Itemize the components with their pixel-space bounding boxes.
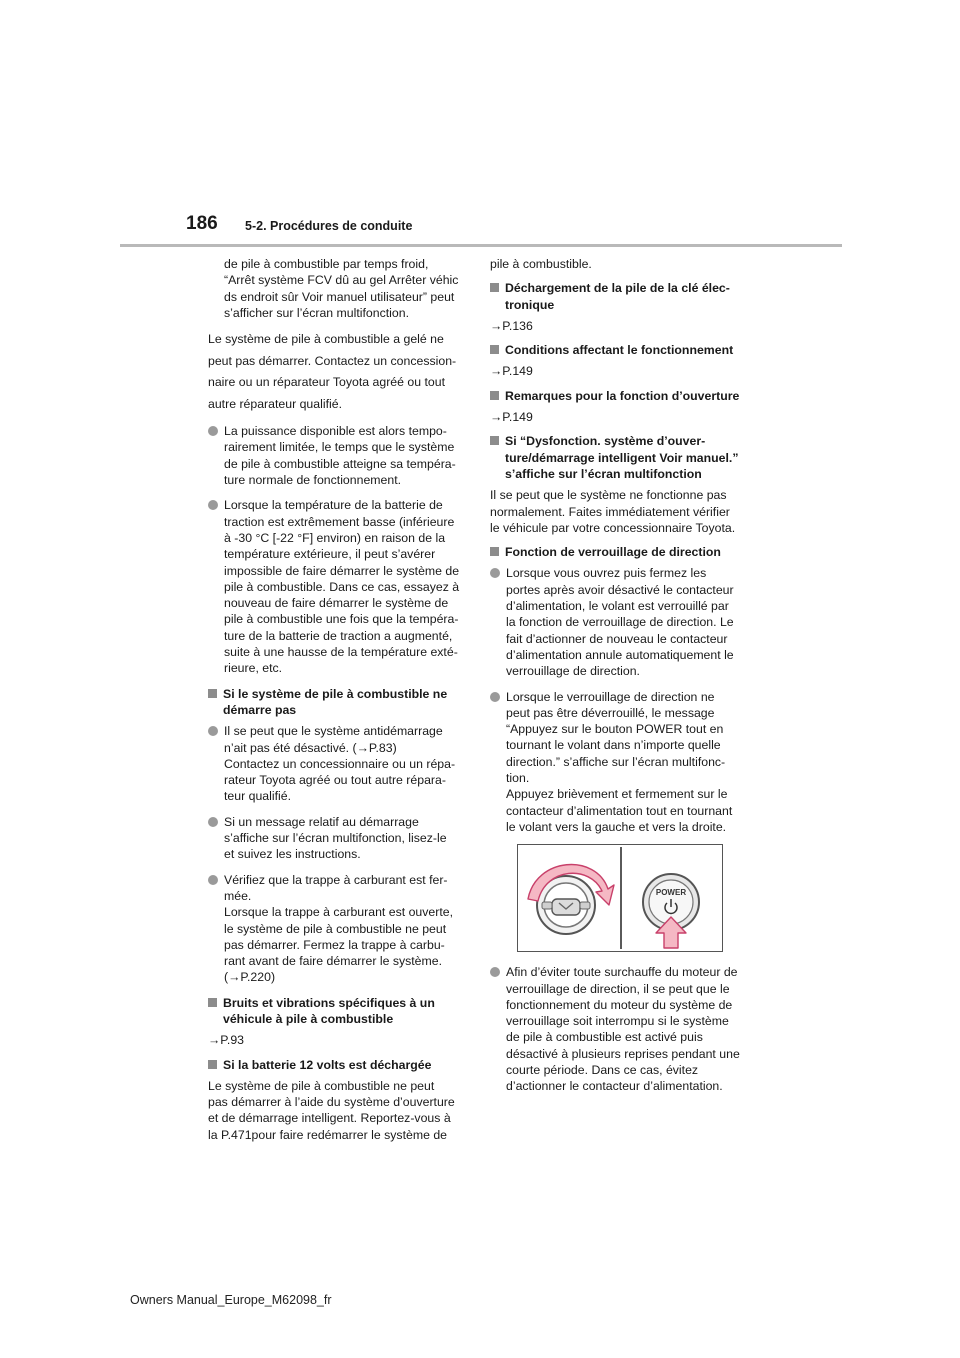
- text-line: ds endroit sûr Voir manuel utilisateur” peut: [224, 289, 455, 304]
- text-line: Appuyez brièvement et fermement sur le: [506, 787, 728, 802]
- text-line: Lorsque la trappe à carburant est ouverte,: [224, 905, 453, 920]
- text-line: Afin d’éviter toute surchauffe du moteur de: [506, 965, 738, 980]
- text-line: température extérieure, il peut s’avérer: [224, 547, 436, 562]
- text-line: Lorsque vous ouvrez puis fermez les: [506, 566, 707, 581]
- page-reference-link[interactable]: (→P.220): [224, 970, 276, 985]
- intro-text: [208, 256, 470, 321]
- heading-line: ture/démarrage intelligent Voir manuel.”: [505, 450, 739, 465]
- text-line: autre réparateur qualifié.: [208, 396, 342, 411]
- text-line: suite à une hausse de la température exté-: [224, 645, 458, 660]
- bullet-icon: [490, 692, 500, 702]
- bullet-icon: [490, 568, 500, 578]
- text-line: le véhicule par votre concessionnaire Toyota.: [490, 520, 736, 535]
- page-reference-link[interactable]: →P.93: [208, 1033, 245, 1048]
- text-line: rateur Toyota agréé ou tout autre répara-: [224, 773, 446, 788]
- section-heading: [490, 280, 752, 313]
- text-line: contacteur d’alimentation tout en tournant: [506, 803, 733, 818]
- bullet-item: [208, 814, 470, 863]
- heading-line: Si le système de pile à combustible ne: [223, 686, 448, 701]
- text-line: Si un message relatif au démarrage: [224, 814, 419, 829]
- text-line: d’alimentation annule automatiquement le: [506, 647, 734, 662]
- text-line: Le système de pile à combustible a gelé ne: [208, 332, 444, 347]
- text-line: portes après avoir désactivé le contacteur: [506, 582, 734, 597]
- text-line: le système de pile à combustible ne peut: [224, 921, 447, 936]
- text-line: peut pas démarrer. Contactez un concession-: [208, 353, 457, 368]
- heading-line: Si “Dysfonction. système d’ouver-: [505, 434, 706, 449]
- bullet-item: [208, 423, 470, 488]
- text-line: la P.471pour faire redémarrer le système de: [208, 1127, 448, 1142]
- text-line: normalement. Faites immédiatement vérifier: [490, 504, 730, 519]
- section-title: 5-2. Procédures de conduite: [245, 219, 413, 233]
- text-line: de pile à combustible est activé puis: [506, 1030, 703, 1045]
- text-line: de pile à combustible par temps froid,: [224, 257, 429, 271]
- text-line: la fonction de verrouillage de direction. Le: [506, 615, 734, 630]
- text-line: s’afficher sur l’écran multifonction.: [224, 305, 409, 320]
- square-bullet-icon: [490, 436, 499, 445]
- text-line: verrouillage de direction, il se peut que le: [506, 981, 730, 996]
- heading-line: s’affiche sur l’écran multifonction: [505, 466, 702, 481]
- text-line: naire ou un réparateur Toyota agréé ou tout: [208, 375, 445, 390]
- heading-line: démarre pas: [223, 702, 297, 717]
- text-line: Lorsque le verrouillage de direction ne: [506, 689, 715, 704]
- text-line: rant avant de faire démarrer le système.: [224, 954, 443, 969]
- text-line: d’alimentation, le volant est verrouillé par: [506, 599, 729, 614]
- square-bullet-icon: [490, 283, 499, 292]
- text-line: mée.: [224, 888, 252, 903]
- power-label: POWER: [655, 888, 687, 898]
- bullet-item: [490, 689, 752, 836]
- text-line: Lorsque la température de la batterie de: [224, 498, 443, 513]
- bullet-icon: [208, 726, 218, 736]
- section-heading: [490, 388, 752, 404]
- section-heading: [208, 1057, 470, 1073]
- text-line: à -30 °C [-22 °F] environ) en raison de la: [224, 530, 446, 545]
- heading-line: Conditions affectant le fonctionnement: [505, 343, 734, 358]
- intro-paragraph: [208, 329, 470, 415]
- text-line: “Arrêt système FCV dû au gel Arrêter véhic: [224, 273, 459, 288]
- footer-document-id: Owners Manual_Europe_M62098_fr: [130, 1293, 332, 1307]
- bullet-item: [208, 723, 470, 804]
- square-bullet-icon: [208, 689, 217, 698]
- left-column: [208, 256, 470, 1151]
- text-line: ture normale de fonctionnement.: [224, 473, 402, 488]
- bullet-icon: [208, 817, 218, 827]
- section-heading: [208, 686, 470, 719]
- square-bullet-icon: [490, 391, 499, 400]
- bullet-item: [208, 872, 470, 986]
- illustration-svg: [518, 845, 722, 951]
- paragraph: [490, 487, 752, 536]
- text-line: La puissance disponible est alors tempo-: [224, 424, 447, 439]
- text-line: impossible de faire démarrer le système de: [224, 563, 460, 578]
- bullet-icon: [208, 500, 218, 510]
- text-line: tion.: [506, 771, 530, 786]
- text-line: et suivez les instructions.: [224, 847, 361, 862]
- text-line: Vérifiez que la trappe à carburant est fer-: [224, 872, 448, 887]
- page-reference-link[interactable]: →P.149: [490, 410, 533, 425]
- text-line: rairement limitée, le temps que le système: [224, 440, 455, 455]
- page-reference-link[interactable]: →P.149: [490, 364, 533, 379]
- text-line: peut pas être déverrouillé, le message: [506, 705, 715, 720]
- square-bullet-icon: [490, 547, 499, 556]
- text-line: tournant le volant dans n’importe quelle: [506, 738, 721, 753]
- text-line: Le système de pile à combustible ne peut: [208, 1078, 435, 1093]
- steering-lock-illustration: [517, 844, 723, 952]
- bullet-icon: [490, 967, 500, 977]
- text-line: désactivé à plusieurs reprises pendant une: [506, 1046, 740, 1061]
- text-line: teur qualifié.: [224, 789, 291, 804]
- text-line: direction.” s’affiche sur l’écran multifonc-: [506, 754, 726, 769]
- text-line: Il se peut que le système ne fonctionne pas: [490, 488, 727, 503]
- square-bullet-icon: [208, 1060, 217, 1069]
- bullet-item: [490, 565, 752, 679]
- text-line: de pile à combustible atteigne sa tempéra-: [224, 456, 456, 471]
- text-line: traction est extrêmement basse (inférieure: [224, 514, 455, 529]
- text-line: pile à combustible une fois que la tempéra-: [224, 612, 459, 627]
- bullet-icon: [208, 875, 218, 885]
- page-reference-link[interactable]: →P.136: [490, 318, 533, 333]
- section-heading: [490, 342, 752, 358]
- bullet-item: [490, 964, 752, 1094]
- heading-line: tronique: [505, 297, 555, 312]
- text-line: s’affiche sur l’écran multifonction, lisez-le: [224, 831, 447, 846]
- text-line: pas démarrer à l’aide du système d’ouverture: [208, 1095, 455, 1110]
- text-line: le volant vers la gauche et vers la droite.: [506, 819, 727, 834]
- bullet-icon: [208, 426, 218, 436]
- text-line: courte période. Dans ce cas, évitez: [506, 1062, 699, 1077]
- paragraph: [208, 1078, 470, 1143]
- section-heading: [490, 433, 752, 482]
- heading-line: Déchargement de la pile de la clé élec-: [505, 281, 730, 296]
- text-line: pile à combustible. Dans ce cas, essayez à: [224, 579, 460, 594]
- text-line: d’actionner le contacteur d’alimentation.: [506, 1079, 723, 1094]
- page-number: 186: [186, 213, 218, 234]
- text-line: et de démarrage intelligent. Reportez-vous à: [208, 1111, 451, 1126]
- square-bullet-icon: [490, 345, 499, 354]
- heading-line: Remarques pour la fonction d’ouverture: [505, 388, 740, 403]
- page-reference-link[interactable]: n’ait pas été désactivé. (→P.83): [224, 740, 397, 755]
- heading-line: Si la batterie 12 volts est déchargée: [223, 1057, 432, 1072]
- text-line: Contactez un concessionnaire ou un répa-: [224, 756, 456, 771]
- text-line: “Appuyez sur le bouton POWER tout en: [506, 722, 724, 737]
- text-line: verrouillage de direction.: [506, 664, 640, 679]
- section-heading: [208, 995, 470, 1028]
- text-line: fait d’actionner de nouveau le contacteur: [506, 631, 728, 646]
- section-heading: [490, 544, 752, 560]
- text-line: verrouillage soit interrompu si le système: [506, 1014, 729, 1029]
- bullet-item: [208, 497, 470, 676]
- continuation-text: pile à combustible.: [490, 257, 592, 271]
- text-line: rieure, etc.: [224, 661, 283, 676]
- header-rule: [120, 244, 842, 247]
- text-line: Il se peut que le système antidémarrage: [224, 724, 443, 739]
- square-bullet-icon: [208, 998, 217, 1007]
- heading-line: véhicule à pile à combustible: [223, 1011, 394, 1026]
- text-line: pas démarrer. Fermez la trappe à carbu-: [224, 937, 445, 952]
- right-column: [490, 256, 752, 1104]
- text-line: ture de la batterie de traction a augmenté,: [224, 628, 453, 643]
- heading-line: Bruits et vibrations spécifiques à un: [223, 995, 435, 1010]
- text-line: nouveau de faire démarrer le système de: [224, 596, 449, 611]
- heading-line: Fonction de verrouillage de direction: [505, 545, 721, 560]
- text-line: fonctionnement du moteur du système de: [506, 997, 733, 1012]
